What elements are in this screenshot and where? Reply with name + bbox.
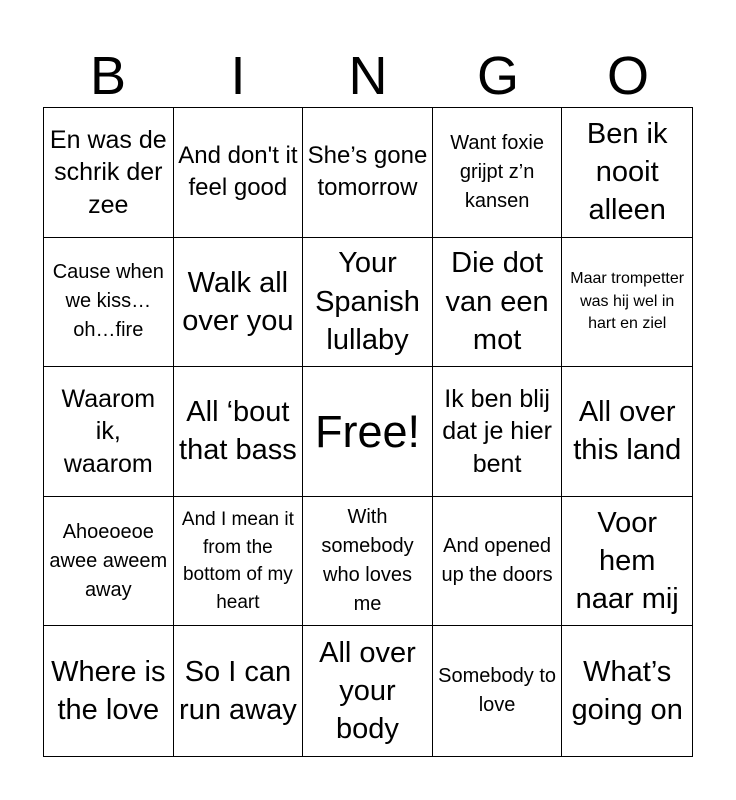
bingo-cell[interactable]	[174, 238, 304, 368]
bingo-cell[interactable]	[562, 497, 692, 627]
cell-text: And don't it feel good	[178, 141, 298, 202]
cell-text: Cause when we kiss… oh…fire	[52, 261, 164, 342]
cell-text: Ben ik nooit alleen	[586, 117, 668, 227]
bingo-header	[43, 46, 693, 106]
bingo-cell[interactable]	[303, 497, 433, 627]
cell-text: En was de schrik der zee	[49, 125, 167, 219]
bingo-cell[interactable]	[174, 367, 304, 497]
free-space-text: Free!	[314, 405, 420, 457]
cell-text: All over your body	[319, 636, 416, 746]
cell-text: Walk all over you	[182, 266, 294, 337]
cell-text: All over this land	[573, 396, 682, 467]
bingo-cell[interactable]	[433, 367, 563, 497]
header-letter-n: N	[348, 46, 388, 106]
bingo-cell[interactable]	[433, 108, 563, 238]
bingo-cell[interactable]	[562, 626, 692, 756]
free-space-cell[interactable]	[303, 367, 433, 497]
bingo-cell[interactable]	[433, 497, 563, 627]
bingo-cell[interactable]	[174, 108, 304, 238]
bingo-cell[interactable]	[303, 108, 433, 238]
cell-text: What’s going on	[571, 655, 683, 727]
cell-text: Somebody to love	[438, 665, 557, 717]
cell-text: Where is the love	[51, 655, 166, 727]
bingo-cell[interactable]	[562, 367, 692, 497]
cell-text: Waarom ik, waarom	[61, 384, 156, 478]
bingo-cell[interactable]	[44, 238, 174, 368]
bingo-cell[interactable]	[562, 108, 692, 238]
bingo-cell[interactable]	[562, 238, 692, 368]
cell-text: Die dot van een mot	[445, 247, 549, 357]
bingo-cell[interactable]	[303, 626, 433, 756]
bingo-cell[interactable]	[44, 108, 174, 238]
cell-text: Want foxie grijpt z’n kansen	[450, 131, 544, 212]
bingo-cell[interactable]	[303, 238, 433, 368]
bingo-cell[interactable]	[174, 497, 304, 627]
cell-text: With somebody who loves me	[321, 506, 414, 616]
bingo-cell[interactable]	[44, 497, 174, 627]
bingo-cell[interactable]	[433, 626, 563, 756]
bingo-cell[interactable]	[44, 367, 174, 497]
cell-text: Ik ben blij dat je hier bent	[442, 384, 552, 478]
bingo-cell[interactable]	[174, 626, 304, 756]
header-letter-b: B	[89, 46, 127, 106]
header-letter-g: G	[476, 46, 519, 106]
cell-text: All ‘bout that bass	[179, 396, 297, 467]
cell-text: Maar trompetter was hij wel in hart en ziel	[570, 270, 685, 333]
header-letter-i: I	[230, 46, 246, 106]
cell-text: And opened up the doors	[441, 535, 553, 587]
cell-text: Voor hem naar mij	[575, 506, 679, 616]
cell-text: Ahoeoeoe awee aweem away	[49, 520, 168, 601]
bingo-cell[interactable]	[44, 626, 174, 756]
cell-text: So I can run away	[179, 655, 297, 727]
cell-text: She’s gone tomorrow	[307, 141, 428, 202]
header-letter-o: O	[606, 46, 649, 106]
bingo-cell[interactable]	[433, 238, 563, 368]
cell-text: And I mean it from the bottom of my heart	[181, 509, 294, 613]
cell-text: Your Spanish lullaby	[315, 247, 420, 357]
bingo-board	[43, 107, 693, 757]
